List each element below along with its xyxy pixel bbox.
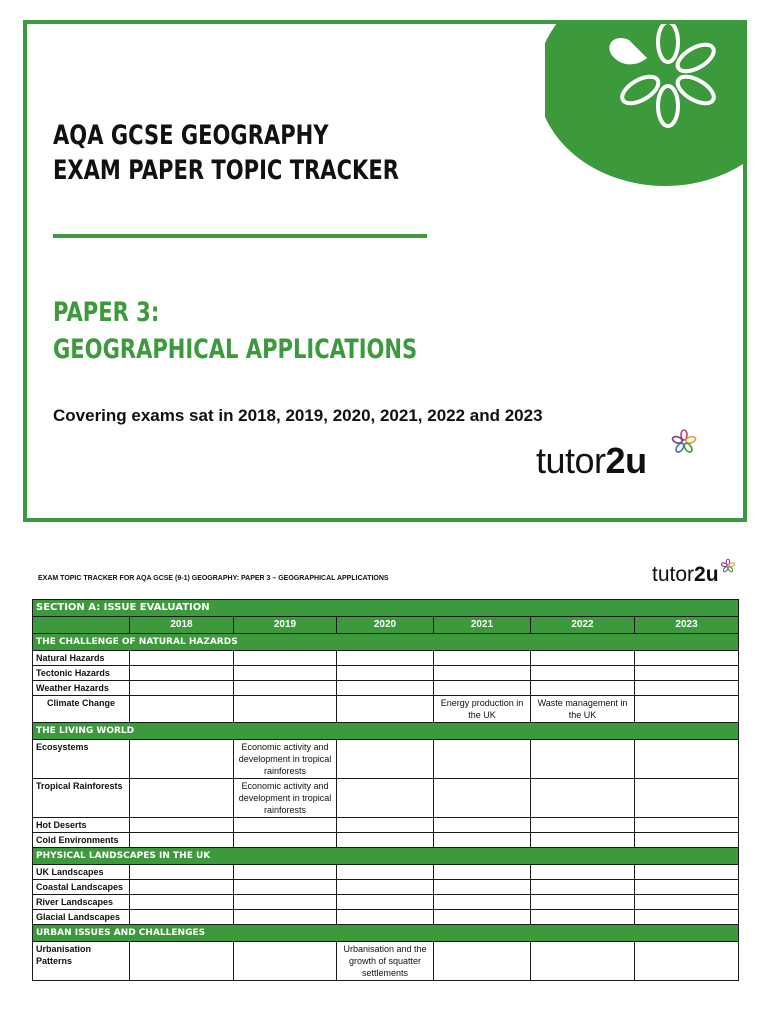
year-cell (635, 779, 739, 818)
section-title-row (33, 600, 739, 617)
tutor2u-small-flower-icon (720, 558, 736, 574)
year-cell: Energy production in the UK (434, 696, 531, 723)
year-cell (234, 681, 337, 696)
year-cell (635, 818, 739, 833)
table-row (33, 910, 739, 925)
year-cell (531, 910, 635, 925)
topic-label: Tectonic Hazards (33, 666, 130, 681)
year-cell (234, 666, 337, 681)
year-cell (337, 696, 434, 723)
topic-group-title: THE CHALLENGE OF NATURAL HAZARDS (33, 634, 739, 651)
year-cell (130, 880, 234, 895)
year-cell (234, 696, 337, 723)
year-header-row (33, 617, 739, 634)
year-header: 2022 (531, 617, 635, 634)
topic-label: Hot Deserts (33, 818, 130, 833)
topic-group-row (33, 634, 739, 651)
year-cell (635, 681, 739, 696)
year-cell (635, 910, 739, 925)
year-cell (337, 833, 434, 848)
year-cell (337, 740, 434, 779)
wordmark-regular: tutor (536, 440, 606, 481)
year-cell: Economic activity and development in tropical rainforests (234, 779, 337, 818)
topic-label: Natural Hazards (33, 651, 130, 666)
topic-tracker-table (32, 599, 739, 981)
table-row (33, 818, 739, 833)
table-row (33, 942, 739, 981)
year-cell (130, 865, 234, 880)
year-cell (434, 833, 531, 848)
year-cell (130, 696, 234, 723)
topic-label: UK Landscapes (33, 865, 130, 880)
year-cell (337, 895, 434, 910)
year-cell (531, 666, 635, 681)
year-cell (434, 651, 531, 666)
year-cell (234, 651, 337, 666)
year-cell (531, 895, 635, 910)
year-header: 2023 (635, 617, 739, 634)
year-cell (337, 681, 434, 696)
table-row (33, 779, 739, 818)
topic-label: Weather Hazards (33, 681, 130, 696)
year-cell (337, 651, 434, 666)
year-cell (337, 779, 434, 818)
year-cell: Urbanisation and the growth of squatter settlements (337, 942, 434, 981)
tutor2u-wordmark-small (652, 563, 719, 587)
year-cell (531, 681, 635, 696)
year-cell (434, 779, 531, 818)
year-cell (635, 833, 739, 848)
year-cell (337, 880, 434, 895)
topic-label: Glacial Landscapes (33, 910, 130, 925)
year-cell (531, 833, 635, 848)
table-row (33, 681, 739, 696)
year-cell (434, 681, 531, 696)
table-row (33, 865, 739, 880)
topic-label: Cold Environments (33, 833, 130, 848)
year-cell (337, 865, 434, 880)
year-cell (434, 740, 531, 779)
year-header: 2019 (234, 617, 337, 634)
year-cell (130, 740, 234, 779)
wordmark-small-bold: 2u (694, 563, 719, 586)
year-cell: Economic activity and development in tropical rainforests (234, 740, 337, 779)
year-cell (635, 942, 739, 981)
table-row (33, 666, 739, 681)
table-row (33, 895, 739, 910)
tutor2u-wordmark (536, 440, 647, 482)
topic-label: Urbanisation Patterns (33, 942, 130, 981)
topic-group-title: PHYSICAL LANDSCAPES IN THE UK (33, 848, 739, 865)
cover-title (53, 118, 399, 188)
year-cell (531, 818, 635, 833)
year-cell (234, 910, 337, 925)
cover-title-line-2: EXAM PAPER TOPIC TRACKER (53, 155, 399, 186)
year-cell (130, 666, 234, 681)
year-cell (130, 651, 234, 666)
year-cell (434, 895, 531, 910)
table-row (33, 696, 739, 723)
year-cell (531, 942, 635, 981)
year-cell (130, 818, 234, 833)
table-row (33, 651, 739, 666)
year-cell (337, 666, 434, 681)
year-cell (635, 740, 739, 779)
year-cell (337, 910, 434, 925)
cover-paper-heading (53, 294, 417, 368)
year-cell (234, 865, 337, 880)
year-header-blank (33, 617, 130, 634)
year-cell (635, 895, 739, 910)
cover-title-line-1: AQA GCSE GEOGRAPHY (53, 120, 329, 151)
year-cell (434, 865, 531, 880)
year-cell (531, 740, 635, 779)
table-row (33, 740, 739, 779)
cover-paper-line-2: GEOGRAPHICAL APPLICATIONS (53, 334, 418, 365)
year-cell (434, 666, 531, 681)
topic-label: Ecosystems (33, 740, 130, 779)
year-cell (234, 818, 337, 833)
year-header: 2018 (130, 617, 234, 634)
year-cell (130, 895, 234, 910)
year-cell (635, 651, 739, 666)
wordmark-small-regular: tutor (652, 563, 695, 586)
year-cell (337, 818, 434, 833)
topic-label: River Landscapes (33, 895, 130, 910)
wordmark-bold: 2u (605, 440, 647, 481)
year-cell (531, 880, 635, 895)
year-cell (234, 880, 337, 895)
cover-covering-text: Covering exams sat in 2018, 2019, 2020, 2021, 2022 and 2023 (53, 406, 543, 425)
topic-label: Coastal Landscapes (33, 880, 130, 895)
topic-label: Tropical Rainforests (33, 779, 130, 818)
topic-group-title: URBAN ISSUES AND CHALLENGES (33, 925, 739, 942)
year-cell (130, 833, 234, 848)
year-cell: Waste management in the UK (531, 696, 635, 723)
year-cell (531, 779, 635, 818)
year-header: 2020 (337, 617, 434, 634)
year-cell (434, 880, 531, 895)
year-cell (234, 895, 337, 910)
year-cell (531, 865, 635, 880)
year-cell (130, 910, 234, 925)
cover-paper-line-1: PAPER 3: (53, 297, 160, 328)
table-row (33, 880, 739, 895)
tutor2u-flower-logo (545, 20, 747, 186)
year-cell (130, 681, 234, 696)
tutor2u-small-flower-icon (670, 428, 698, 456)
year-header: 2021 (434, 617, 531, 634)
topic-group-title: THE LIVING WORLD (33, 723, 739, 740)
year-cell (234, 833, 337, 848)
year-cell (635, 696, 739, 723)
topic-group-row (33, 925, 739, 942)
section-title: SECTION A: ISSUE EVALUATION (33, 600, 739, 617)
year-cell (434, 910, 531, 925)
topic-label: Climate Change (33, 696, 130, 723)
year-cell (434, 942, 531, 981)
year-cell (434, 818, 531, 833)
cover-divider (53, 234, 427, 238)
year-cell (130, 779, 234, 818)
table-row (33, 833, 739, 848)
year-cell (234, 942, 337, 981)
year-cell (635, 666, 739, 681)
topic-group-row (33, 848, 739, 865)
year-cell (635, 880, 739, 895)
tracker-header-title: EXAM TOPIC TRACKER FOR AQA GCSE (9-1) GEOGRAPHY: PAPER 3 – GEOGRAPHICAL APPLICATIONS (38, 575, 389, 582)
year-cell (531, 651, 635, 666)
year-cell (130, 942, 234, 981)
topic-group-row (33, 723, 739, 740)
year-cell (635, 865, 739, 880)
